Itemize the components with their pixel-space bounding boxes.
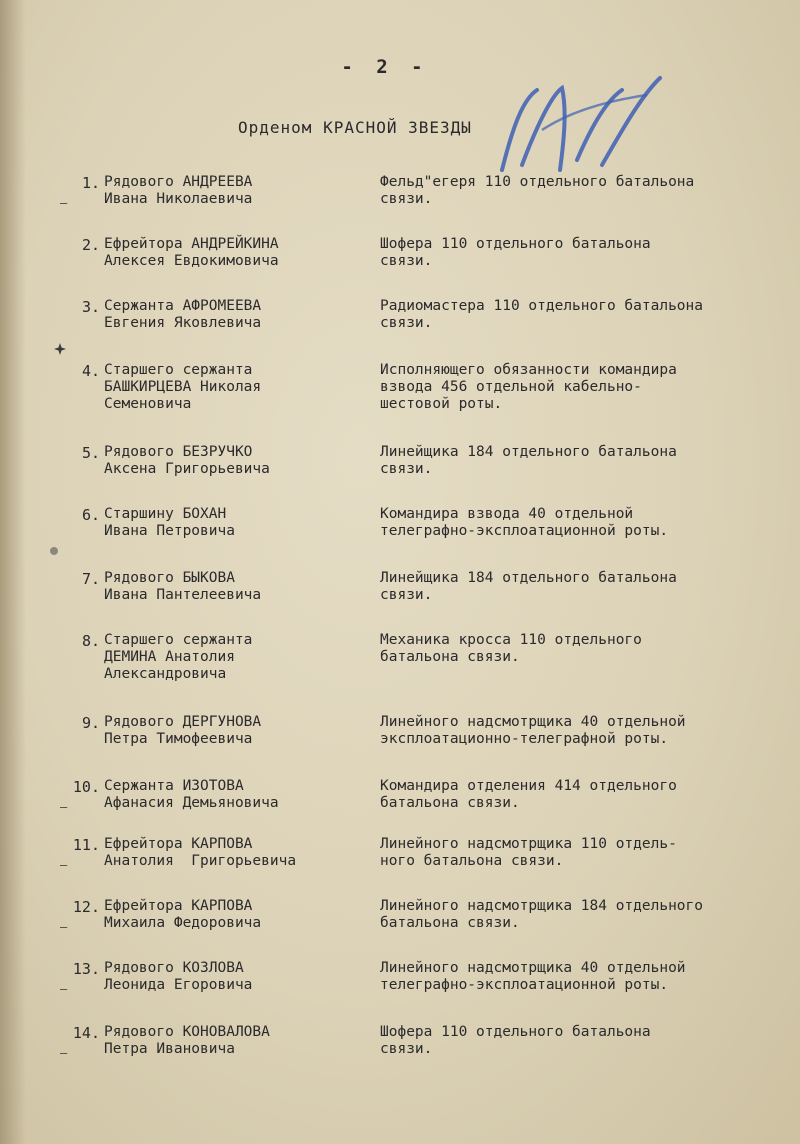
entry-number: 13. — [72, 960, 100, 978]
recipient-position: Линейщика 184 отдельного батальона связи. — [380, 444, 677, 477]
entry-number: 9. — [81, 714, 100, 732]
recipient-name: Старшего сержанта БАШКИРЦЕВА Николая Семеновича — [104, 362, 262, 412]
entry-number: 2. — [81, 236, 100, 254]
margin-tick-mark: – — [60, 1046, 68, 1060]
recipient-position: Линейного надсмотрщика 40 отдельной телеграфно-эксплоатационной роты. — [380, 960, 686, 993]
recipient-name: Сержанта АФРОМЕЕВА Евгения Яковлевича — [104, 298, 262, 331]
award-entry — [0, 294, 800, 354]
entry-number: 5. — [81, 444, 100, 462]
page-number: - 2 - — [341, 56, 429, 78]
award-entry — [0, 774, 800, 834]
recipient-name: Рядового БЫКОВА Ивана Пантелеевича — [104, 570, 262, 603]
award-entry — [0, 502, 800, 562]
recipient-position: Механика кросса 110 отдельного батальона связи. — [380, 632, 642, 665]
recipient-position: Линейщика 184 отдельного батальона связи. — [380, 570, 677, 603]
recipient-name: Рядового БЕЗРУЧКО Аксена Григорьевича — [104, 444, 270, 477]
recipient-name: Ефрейтора КАРПОВА Анатолия Григорьевича — [104, 836, 297, 869]
entry-number: 1. — [81, 174, 100, 192]
award-entry — [0, 894, 800, 954]
award-heading: Орденом КРАСНОЙ ЗВЕЗДЫ — [238, 118, 472, 137]
recipient-position: Линейного надсмотрщика 40 отдельной эксплоатационно-телеграфной роты. — [380, 714, 686, 747]
recipient-position: Линейного надсмотрщика 184 отдельного батальона связи. — [380, 898, 704, 931]
entry-number: 8. — [81, 632, 100, 650]
recipient-position: Исполняющего обязанности командира взвода 456 отдельной кабельно- шестовой роты. — [380, 362, 677, 412]
award-entry — [0, 440, 800, 500]
recipient-name: Старшего сержанта ДЕМИНА Анатолия Александровича — [104, 632, 253, 682]
recipient-name: Рядового ДЕРГУНОВА Петра Тимофеевича — [104, 714, 262, 747]
award-entry — [0, 1020, 800, 1080]
recipient-position: Линейного надсмотрщика 110 отдель- ного батальона связи. — [380, 836, 677, 869]
recipient-position: Фельд"егеря 110 отдельного батальона связи. — [380, 174, 695, 207]
recipient-position: Командира отделения 414 отдельного батальона связи. — [380, 778, 677, 811]
entry-number: 12. — [72, 898, 100, 916]
recipient-position: Командира взвода 40 отдельной телеграфно-эксплоатационной роты. — [380, 506, 669, 539]
star-mark-icon — [54, 343, 66, 355]
award-entry — [0, 628, 800, 688]
recipient-position: Шофера 110 отдельного батальона связи. — [380, 236, 651, 269]
margin-tick-mark: – — [60, 920, 68, 934]
margin-tick-mark: – — [60, 196, 68, 210]
recipient-name: Рядового КОЗЛОВА Леонида Егоровича — [104, 960, 253, 993]
award-entry — [0, 358, 800, 418]
entry-number: 4. — [81, 362, 100, 380]
recipient-position: Шофера 110 отдельного батальона связи. — [380, 1024, 651, 1057]
award-entry — [0, 232, 800, 292]
recipient-name: Рядового КОНОВАЛОВА Петра Ивановича — [104, 1024, 270, 1057]
award-entry — [0, 170, 800, 230]
entry-number: 7. — [81, 570, 100, 588]
entry-number: 6. — [81, 506, 100, 524]
award-entry — [0, 832, 800, 892]
recipient-name: Старшину БОХАН Ивана Петровича — [104, 506, 235, 539]
margin-tick-mark: – — [60, 982, 68, 996]
entry-number: 10. — [72, 778, 100, 796]
recipient-name: Сержанта ИЗОТОВА Афанасия Демьяновича — [104, 778, 279, 811]
award-entry — [0, 710, 800, 770]
entry-number: 14. — [72, 1024, 100, 1042]
recipient-position: Радиомастера 110 отдельного батальона связи. — [380, 298, 704, 331]
award-entry — [0, 566, 800, 626]
recipient-name: Рядового АНДРЕЕВА Ивана Николаевича — [104, 174, 253, 207]
ink-blot-icon — [48, 545, 60, 557]
entry-number: 11. — [72, 836, 100, 854]
entry-number: 3. — [81, 298, 100, 316]
recipient-name: Ефрейтора АНДРЕЙКИНА Алексея Евдокимовича — [104, 236, 279, 269]
margin-tick-mark: – — [60, 858, 68, 872]
award-entry — [0, 956, 800, 1016]
recipient-name: Ефрейтора КАРПОВА Михаила Федоровича — [104, 898, 262, 931]
margin-tick-mark: – — [60, 800, 68, 814]
